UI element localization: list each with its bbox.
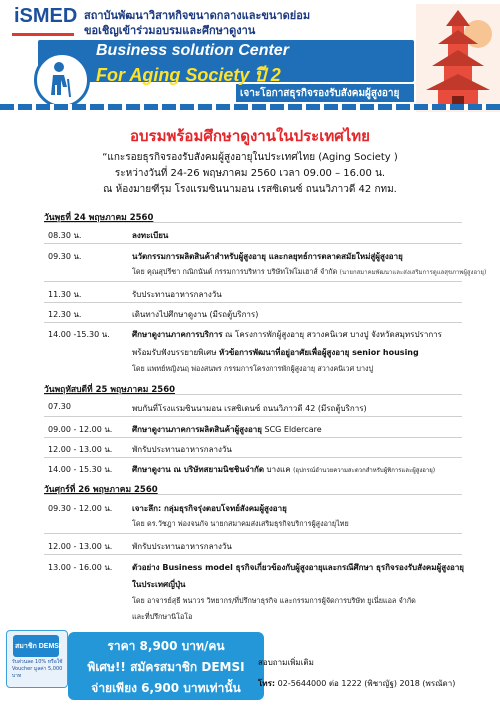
schedule-activity: เจาะลึก: กลุ่มธุรกิจรุ่งตอบโจทย์สังคมผู้สูงอายุ (132, 504, 287, 513)
divider (44, 322, 462, 323)
divider (44, 416, 462, 417)
aging-society-title: For Aging Society ปี 2 (96, 65, 281, 85)
activity-rest: SCG Eldercare (261, 425, 322, 434)
center-title: Business solution Center (96, 42, 289, 59)
schedule-activity-line2 (132, 346, 419, 359)
speaker-note (132, 267, 486, 278)
ribbon-text: เจาะโอกาสธุรกิจรองรับสังคมผู้สูงอายุ (240, 88, 400, 99)
event-title: อบรมพร้อมศึกษาดูงานในประเทศไทย (130, 127, 370, 145)
price-regular: ราคา 8,900 บาท/คน (107, 639, 225, 653)
price-member: จ่ายเพียง 6,900 บาทเท่านั้น (91, 681, 241, 695)
schedule-activity: รับประทานอาหารกลางวัน (132, 290, 222, 299)
banner-stripes (0, 104, 500, 110)
schedule-activity (132, 463, 435, 476)
activity-rest: ณ โครงการพักผู้สูงอายุ สวางคนิเวศ บางปู จังหวัดสมุทรปราการ (222, 330, 442, 339)
divider (44, 494, 462, 495)
divider (44, 437, 462, 438)
event-venue: ณ ห้องมายฑีรุม โรงแรมซินนามอน เรสซิเดนซ์ ถนนวิภาวดี 42 กทม. (103, 184, 397, 195)
demsi-promo: รับส่วนลด 10% หรือใช้ Voucher มูลค่า 5,000 บาท (12, 659, 63, 679)
schedule-time: 12.00 - 13.00 น. (48, 445, 113, 454)
activity-bold: ศึกษาดูงานภาคการบริการ (132, 330, 223, 339)
schedule-activity: พักรับประทานอาหารกลางวัน (132, 445, 232, 454)
schedule-time: 12.00 - 13.00 น. (48, 542, 113, 551)
schedule-activity: พบกันที่โรงแรมซินนามอน เรสซิเดนซ์ ถนนวิภาวดี 42 (มีรถตู้บริการ) (132, 404, 367, 413)
schedule-time: 12.30 น. (48, 310, 82, 319)
lecture-intro: พร้อมรับฟังบรรยายพิเศษ (132, 348, 220, 357)
schedule-activity-line2: ในประเทศญี่ปุ่น (132, 580, 186, 589)
schedule-activity: นวัตกรรมการผลิตสินค้าสำหรับผู้สูงอายุ และกลยุทธ์การตลาดสมัยใหม่สู่ผู้สูงอายุ (132, 252, 403, 261)
schedule-time: 07.30 (48, 402, 71, 411)
activity-rest: บางแค (264, 465, 294, 474)
schedule-time: 09.00 - 12.00 น. (48, 425, 113, 434)
pagoda-illustration (416, 4, 500, 112)
divider (44, 394, 462, 395)
schedule-activity (132, 328, 442, 341)
event-topic: “แกะรอยธุรกิจรองรับสังคมผู้สูงอายุในประเทศไทย (Aging Society ) (102, 152, 398, 163)
schedule-activity: พักรับประทานอาหารกลางวัน (132, 542, 232, 551)
speaker-note: โดย อาจารย์สุธี พนาวร วิทยากร/ที่ปรึกษาธุรกิจ และกรรมการผู้จัดการบริษัท ยูเนี่ยแอล จำกัด (132, 596, 416, 605)
day-heading: วันพุธที่ 24 พฤษภาคม 2560 (44, 213, 154, 223)
activity-note: (อุปกรณ์อำนวยความสะดวกสำหรับผู้พิการและผู้สูงอายุ) (293, 467, 436, 474)
divider (44, 457, 462, 458)
speaker-text: โดย คุณสุปรีชา กณิกนันต์ กรรมการบริหาร บริษัทโฟโมเฮาส์ จำกัด (132, 267, 338, 276)
contact-heading: สอบถามเพิ่มเติม (258, 658, 314, 667)
price-special: พิเศษ!! สมัครสมาชิก DEMSI (87, 660, 245, 674)
elderly-person-icon (34, 52, 90, 108)
logo-text: iSMED (14, 5, 78, 27)
schedule-time: 08.30 น. (48, 231, 82, 240)
divider (44, 243, 462, 244)
divider (44, 302, 462, 303)
day-heading: วันศุกร์ที่ 26 พฤษภาคม 2560 (44, 485, 158, 495)
speaker-note: โดย ดร.วัชฎา พ่องจนกัจ นายกสมาคมส่งเสริมธุรกิจบริการผู้สูงอายุไทย (132, 519, 349, 528)
activity-bold: ศึกษาดูงานภาคการผลิตสินค้าผู้สูงอายุ (132, 425, 262, 434)
event-dates: ระหว่างวันที่ 24-26 พฤษภาคม 2560 เวลา 09.00 – 16.00 น. (114, 168, 386, 179)
lecture-topic: หัวข้อการพัฒนาที่อยู่อาศัยเพื่อผู้สูงอายุ senior housing (219, 348, 419, 357)
invitation-line: ขอเชิญเข้าร่วมอบรมและศึกษาดูงาน (84, 24, 256, 37)
schedule-time: 09.30 - 12.00 น. (48, 504, 113, 513)
schedule-time: 13.00 - 16.00 น. (48, 563, 113, 572)
demsi-label: สมาชิก DEMSI (15, 643, 61, 650)
day-heading: วันพฤหัสบดีที่ 25 พฤษภาคม 2560 (44, 385, 176, 395)
divider (44, 281, 462, 282)
schedule-time: 14.00 - 15.30 น. (48, 465, 113, 474)
ismed-logo (6, 5, 76, 29)
schedule-time: 11.30 น. (48, 290, 82, 299)
schedule-activity (132, 423, 322, 436)
demsi-member-card (6, 630, 68, 688)
divider (44, 554, 462, 555)
logo-underline (12, 33, 74, 36)
divider (44, 222, 462, 223)
activity-bold: ศึกษาดูงาน ณ บริษัทสยามนิชชินจำกัด (132, 465, 265, 474)
speaker-note-line2: และที่ปรึกษานิโอโอ (132, 612, 193, 621)
schedule-activity: ลงทะเบียน (132, 231, 169, 240)
header-banner (0, 0, 500, 112)
schedule-activity: ตัวอย่าง Business model ธุรกิจเกี่ยวข้องกับผู้สูงอายุและกรณีศึกษา ธุรกิจรองรับสังคมผู้สูงอายุ (132, 563, 464, 572)
phone-value: 02-5644000 ต่อ 1222 (พิชาญัฐ) 2018 (พรณัดา) (277, 679, 456, 688)
schedule-activity: เดินทางไปศึกษาดูงาน (มีรถตู้บริการ) (132, 310, 259, 319)
speaker-note: โดย แพทย์หญิงนฤ พ่องสนพร กรรมการโครงการพักผู้สูงอายุ สวางคนิเวศ บางปู (132, 364, 374, 373)
org-name: สถาบันพัฒนาวิสาหกิจขนาดกลางและขนาดย่อม (84, 9, 311, 22)
speaker-affiliation: (นายกสมาคมพัฒนาและส่งเสริมการดูแลสุขภาพผู้สูงอายุ) (339, 269, 487, 276)
phone-label: โทร: (258, 679, 276, 688)
schedule-time: 09.30 น. (48, 252, 82, 261)
contact-phone (258, 677, 455, 690)
divider (44, 533, 462, 534)
schedule-time: 14.00 -15.30 น. (48, 330, 110, 339)
